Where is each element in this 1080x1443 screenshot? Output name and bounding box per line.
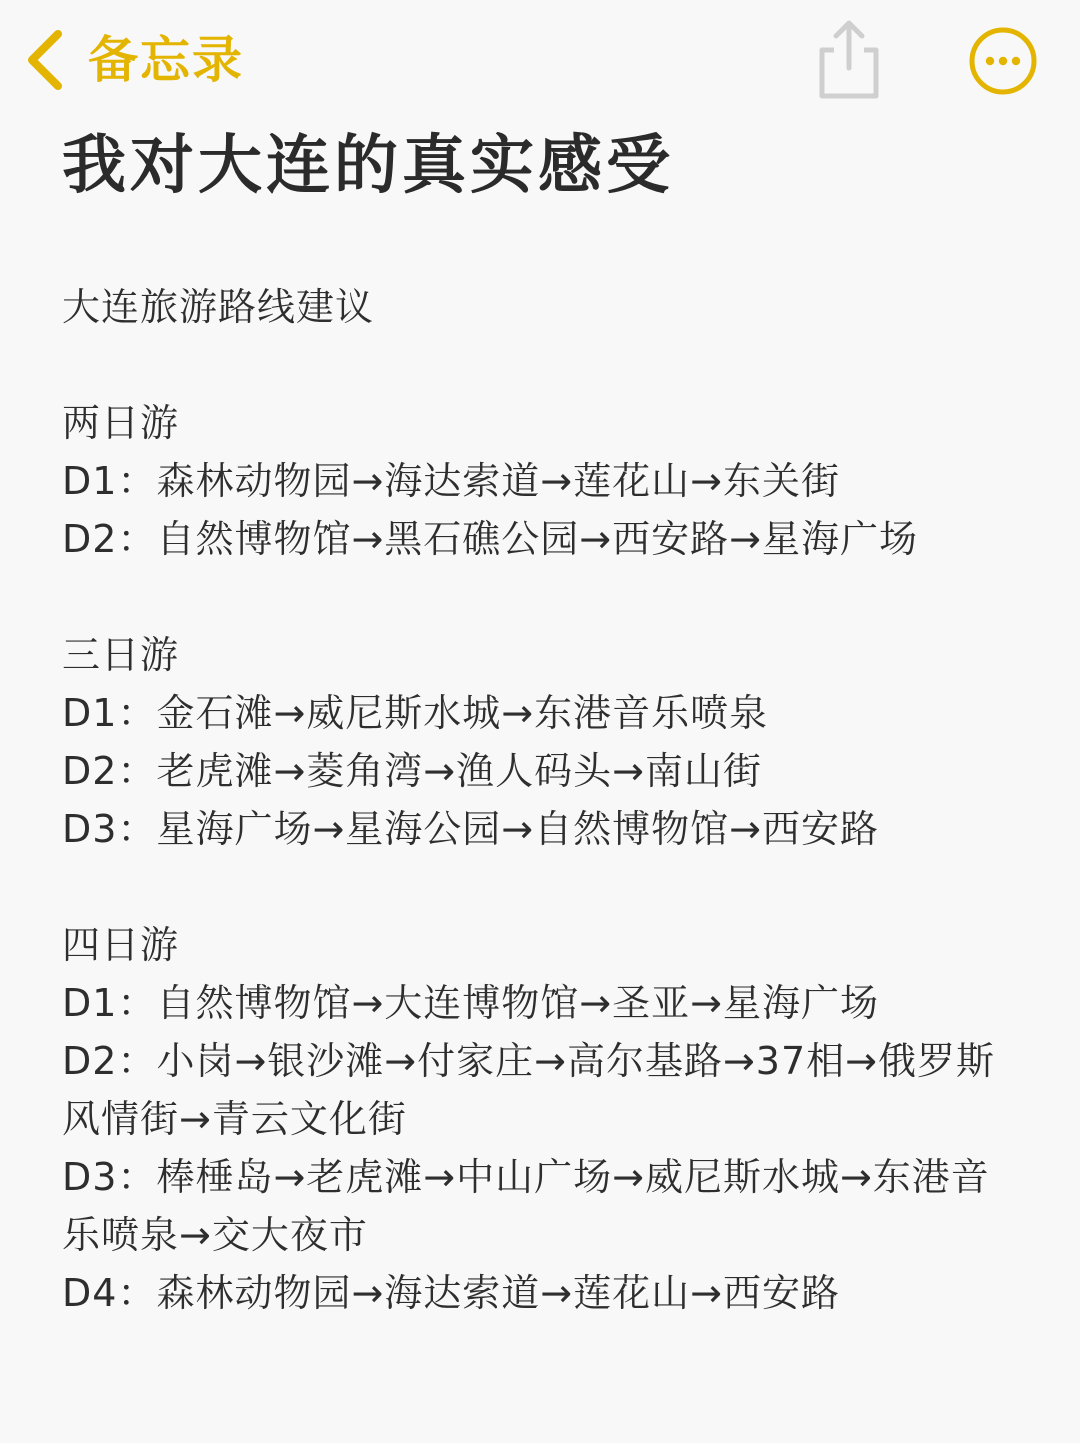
more-options-button[interactable] bbox=[966, 24, 1040, 98]
section-heading: 两日游 bbox=[62, 401, 180, 445]
itinerary-line: D1：森林动物园→海达索道→莲花山→东关街 bbox=[62, 459, 840, 503]
section-heading: 四日游 bbox=[62, 923, 180, 967]
note-subtitle: 大连旅游路线建议 bbox=[62, 285, 375, 329]
back-label: 备忘录 bbox=[88, 31, 244, 89]
itinerary-section-three-day bbox=[62, 626, 1022, 858]
back-button[interactable] bbox=[22, 24, 244, 96]
chevron-left-icon bbox=[22, 28, 66, 92]
itinerary-line: D3：星海广场→星海公园→自然博物馆→西安路 bbox=[62, 807, 879, 851]
itinerary-line: D2：小岗→银沙滩→付家庄→高尔基路→37相→俄罗斯风情街→青云文化街 bbox=[62, 1039, 995, 1141]
itinerary-line: D2：老虎滩→菱角湾→渔人码头→南山街 bbox=[62, 749, 762, 793]
itinerary-section-four-day bbox=[62, 916, 1022, 1322]
more-ellipsis-icon bbox=[966, 24, 1040, 98]
navigation-bar bbox=[0, 0, 1080, 120]
itinerary-line: D4：森林动物园→海达索道→莲花山→西安路 bbox=[62, 1271, 840, 1315]
note-title: 我对大连的真实感受 bbox=[62, 129, 674, 203]
note-body[interactable] bbox=[62, 278, 1022, 1322]
itinerary-line: D1：自然博物馆→大连博物馆→圣亚→星海广场 bbox=[62, 981, 879, 1025]
section-heading: 三日游 bbox=[62, 633, 180, 677]
share-icon bbox=[812, 16, 886, 102]
itinerary-line: D1：金石滩→威尼斯水城→东港音乐喷泉 bbox=[62, 691, 769, 735]
share-button[interactable] bbox=[812, 16, 886, 102]
itinerary-line: D3：棒棰岛→老虎滩→中山广场→威尼斯水城→东港音乐喷泉→交大夜市 bbox=[62, 1155, 990, 1257]
itinerary-section-two-day bbox=[62, 394, 1022, 568]
itinerary-line: D2：自然博物馆→黑石礁公园→西安路→星海广场 bbox=[62, 517, 918, 561]
